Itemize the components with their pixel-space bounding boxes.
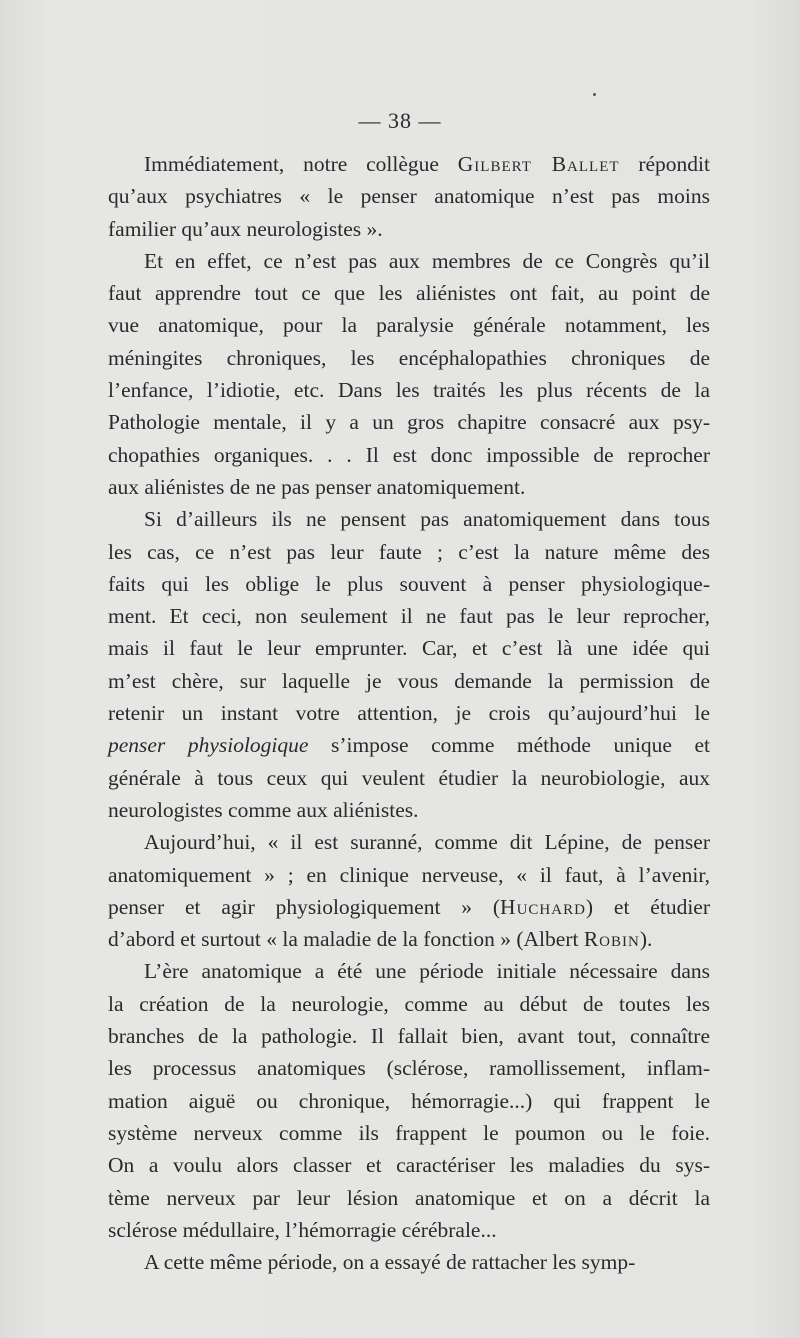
text-line [108, 891, 710, 923]
text-run: L’ère anatomique a été une période initiale nécessaire dans [144, 959, 710, 984]
text-line [108, 826, 710, 858]
text-line [108, 245, 710, 277]
text-line [108, 1182, 710, 1214]
text-line [108, 1214, 710, 1246]
text-run: qu’aux psychiatres « le penser anatomique n’est pas moins [108, 184, 710, 209]
text-run: Si d’ailleurs ils ne pensent pas anatomiquement dans tous [144, 507, 710, 532]
text-run: s’impose comme méthode unique et [308, 733, 710, 758]
text-run: neurologistes comme aux aliénistes. [108, 797, 419, 822]
text-run: générale à tous ceux qui veulent étudier la neurobiologie, aux [108, 765, 710, 790]
text-run: sclérose médullaire, l’hémorragie cérébrale... [108, 1217, 497, 1242]
text-run: chopathies organiques. . . Il est donc impossible de reprocher [108, 442, 710, 467]
text-line [108, 213, 710, 245]
text-line [108, 1052, 710, 1084]
text-line [108, 697, 710, 729]
text-line [108, 600, 710, 632]
text-run: branches de la pathologie. Il fallait bien, avant tout, connaître [108, 1024, 710, 1049]
text-line [108, 1246, 710, 1278]
text-run: familier qu’aux neurologistes ». [108, 216, 383, 241]
text-line [108, 180, 710, 212]
text-run: mais il faut le leur emprunter. Car, et c’est là une idée qui [108, 636, 710, 661]
text-run: Pathologie mentale, il y a un gros chapitre consacré aux psy- [108, 410, 710, 435]
text-line [108, 955, 710, 987]
text-line [108, 374, 710, 406]
text-run: tème nerveux par leur lésion anatomique et on a décrit la [108, 1185, 710, 1210]
text-line [108, 762, 710, 794]
text-line [108, 1020, 710, 1052]
author-name: Huchard [500, 894, 586, 919]
page-number: — 38 — [358, 108, 442, 133]
body-text [108, 148, 710, 1278]
text-line [108, 794, 710, 826]
author-name: Robin [583, 927, 640, 952]
text-line [108, 148, 710, 180]
emphasis-text: penser physiologique [108, 733, 309, 758]
text-run: ) et étudier [585, 894, 710, 919]
text-run: penser et agir physiologiquement » ( [108, 894, 501, 919]
text-line [108, 439, 710, 471]
text-line [108, 988, 710, 1020]
text-run: faut apprendre tout ce que les aliénistes ont fait, au point de [108, 281, 710, 306]
text-line [108, 342, 710, 374]
text-line [108, 1085, 710, 1117]
text-run: vue anatomique, pour la paralysie générale notamment, les [108, 313, 710, 338]
text-line [108, 632, 710, 664]
text-run: aux aliénistes de ne pas penser anatomiquement. [108, 474, 526, 499]
text-line [108, 503, 710, 535]
text-run: A cette même période, on a essayé de rattacher les symp- [144, 1250, 636, 1275]
text-line [108, 859, 710, 891]
text-line [108, 1117, 710, 1149]
text-run: système nerveux comme ils frappent le poumon ou le foie. [108, 1120, 710, 1145]
text-line [108, 406, 710, 438]
text-run: On a voulu alors classer et caractériser les maladies du sys- [108, 1153, 710, 1178]
text-run: anatomiquement » ; en clinique nerveuse, « il faut, à l’avenir, [108, 862, 710, 887]
text-line [108, 665, 710, 697]
text-run: ). [639, 927, 653, 952]
text-run: les processus anatomiques (sclérose, ramollissement, inflam- [108, 1056, 710, 1081]
text-run: ment. Et ceci, non seulement il ne faut pas le leur reprocher, [108, 604, 710, 629]
text-run: d’abord et surtout « la maladie de la fonction » (Albert [108, 927, 584, 952]
text-run: m’est chère, sur laquelle je vous demande la permission de [108, 668, 710, 693]
text-line [108, 568, 710, 600]
text-run: faits qui les oblige le plus souvent à penser physiologique- [108, 571, 710, 596]
text-run: Immédiatement, notre collègue [144, 152, 458, 176]
text-line [108, 471, 710, 503]
text-run: retenir un instant votre attention, je crois qu’aujourd’hui le [108, 701, 710, 726]
text-run: les cas, ce n’est pas leur faute ; c’est la nature même des [108, 539, 710, 564]
text-run: méningites chroniques, les encéphalopathies chroniques de [108, 345, 710, 370]
text-run: mation aiguë ou chronique, hémorragie...) qui frappent le [108, 1088, 710, 1113]
paper-speck [593, 93, 596, 96]
text-line [108, 536, 710, 568]
text-line [108, 923, 710, 955]
text-run: Aujourd’hui, « il est suranné, comme dit Lépine, de penser [144, 830, 710, 855]
text-line [108, 277, 710, 309]
text-line [108, 729, 710, 761]
text-run: la création de la neurologie, comme au début de toutes les [108, 991, 710, 1016]
text-run: l’enfance, l’idiotie, etc. Dans les traités les plus récents de la [108, 378, 710, 403]
text-run: répondit [619, 152, 710, 176]
author-name: Gilbert Ballet [457, 152, 620, 176]
text-line [108, 309, 710, 341]
text-line [108, 1149, 710, 1181]
text-run: Et en effet, ce n’est pas aux membres de ce Congrès qu’il [144, 248, 710, 273]
